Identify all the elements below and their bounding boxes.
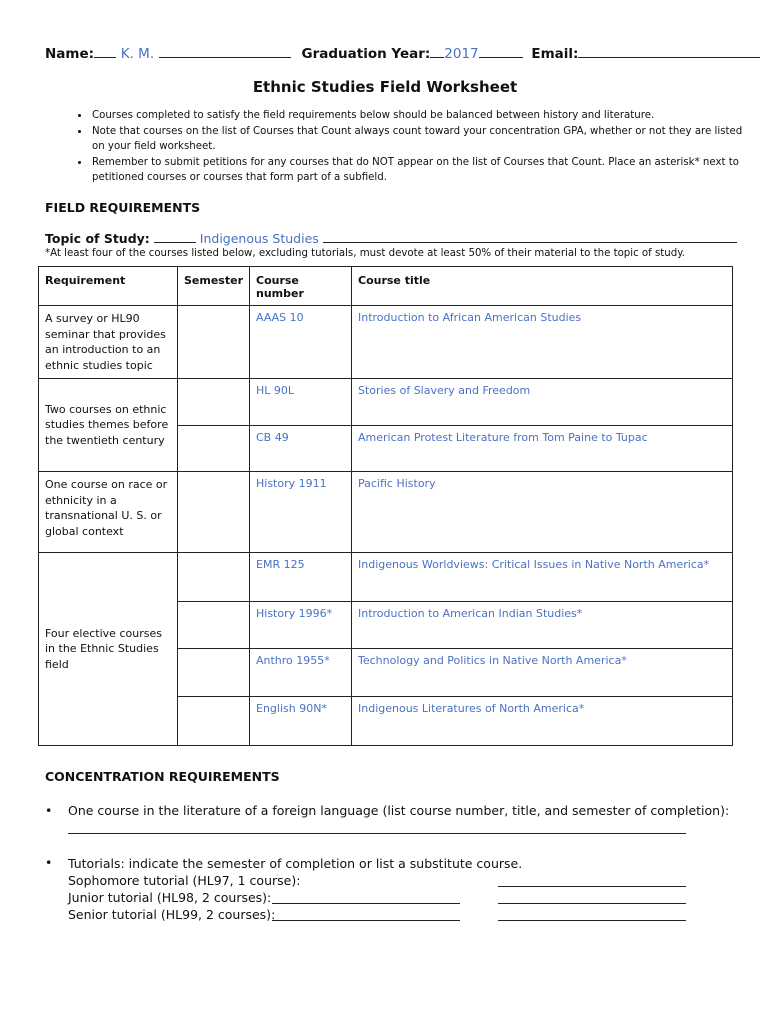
course-title[interactable]: Indigenous Worldviews: Critical Issues in Native North America* [352,553,733,602]
course-title[interactable]: American Protest Literature from Tom Paine to Tupac [352,426,733,472]
column-header: Course title [352,267,733,306]
foreign-literature-instruction: One course in the literature of a foreign language (list course number, title, and semester of completion): [68,803,730,818]
column-header: Course number [250,267,352,306]
notes-list [68,108,750,186]
field-requirements-table [38,266,733,746]
header-line [45,45,760,62]
bullet-icon: • [45,803,53,818]
semester-cell[interactable] [178,553,250,602]
course-number[interactable]: AAAS 10 [250,306,352,379]
concentration-requirements-heading: CONCENTRATION REQUIREMENTS [45,769,280,784]
course-title[interactable]: Introduction to American Indian Studies* [352,602,733,649]
table-row [39,553,733,602]
name-label: Name: [45,46,95,62]
table-row [39,379,733,426]
graduation-year-label: Graduation Year: [301,46,431,62]
note-item: • Note that courses on the list of Courses that Count always count toward your concentration GPA, whether or not they are listed on your field worksheet. [90,124,750,155]
semester-cell[interactable] [178,697,250,746]
page-title: Ethnic Studies Field Worksheet [252,78,518,96]
table-row [39,472,733,553]
email-label: Email: [531,46,579,62]
semester-cell[interactable] [178,649,250,697]
junior-tutorial-field-2[interactable] [498,903,686,904]
senior-tutorial-field-1[interactable] [272,920,460,921]
course-number[interactable]: CB 49 [250,426,352,472]
semester-cell[interactable] [178,472,250,553]
course-number[interactable]: History 1911 [250,472,352,553]
sophomore-tutorial-field[interactable] [498,886,686,887]
senior-tutorial-label: Senior tutorial (HL99, 2 courses): [68,907,276,922]
column-header: Requirement [39,267,178,306]
junior-tutorial-field-1[interactable] [272,903,460,904]
requirement-electives: Four elective courses in the Ethnic Studies field [39,553,178,746]
table-header-row [39,267,733,306]
course-number[interactable]: History 1996* [250,602,352,649]
topic-value[interactable]: Indigenous Studies [199,231,319,246]
graduation-year-value[interactable]: 2017 [444,46,479,62]
course-number[interactable]: HL 90L [250,379,352,426]
email-field[interactable] [578,45,760,58]
course-number[interactable]: English 90N* [250,697,352,746]
table-row [39,306,733,379]
topic-of-study [45,230,737,246]
semester-cell[interactable] [178,426,250,472]
tutorials-instruction: Tutorials: indicate the semester of completion or list a substitute course. [68,856,523,871]
note-item: • Remember to submit petitions for any courses that do NOT appear on the list of Courses that Count. Place an asterisk* next to petitioned courses or courses that form part of a subfield. [90,155,750,186]
topic-note: *At least four of the courses listed below, excluding tutorials, must devote at least 50% of their material to the topic of study. [45,248,686,259]
course-title[interactable]: Stories of Slavery and Freedom [352,379,733,426]
course-title[interactable]: Technology and Politics in Native North America* [352,649,733,697]
requirement-survey: A survey or HL90 seminar that provides an introduction to an ethnic studies topic [39,306,178,379]
senior-tutorial-field-2[interactable] [498,920,686,921]
semester-cell[interactable] [178,379,250,426]
topic-label: Topic of Study: [45,231,150,246]
foreign-literature-field[interactable] [68,833,686,834]
junior-tutorial-label: Junior tutorial (HL98, 2 courses): [68,890,272,905]
requirement-two-courses: Two courses on ethnic studies themes before the twentieth century [39,379,178,472]
course-title[interactable]: Introduction to African American Studies [352,306,733,379]
course-title[interactable]: Pacific History [352,472,733,553]
bullet-icon: • [45,855,53,870]
course-number[interactable]: EMR 125 [250,553,352,602]
sophomore-tutorial-label: Sophomore tutorial (HL97, 1 course): [68,873,301,888]
semester-cell[interactable] [178,602,250,649]
name-value[interactable]: K. M. [120,46,155,62]
course-title[interactable]: Indigenous Literatures of North America* [352,697,733,746]
field-requirements-heading: FIELD REQUIREMENTS [45,200,201,215]
requirement-race: One course on race or ethnicity in a transnational U. S. or global context [39,472,178,553]
note-item: • Courses completed to satisfy the field requirements below should be balanced between history and literature. [90,108,750,124]
semester-cell[interactable] [178,306,250,379]
course-number[interactable]: Anthro 1955* [250,649,352,697]
column-header: Semester [178,267,250,306]
